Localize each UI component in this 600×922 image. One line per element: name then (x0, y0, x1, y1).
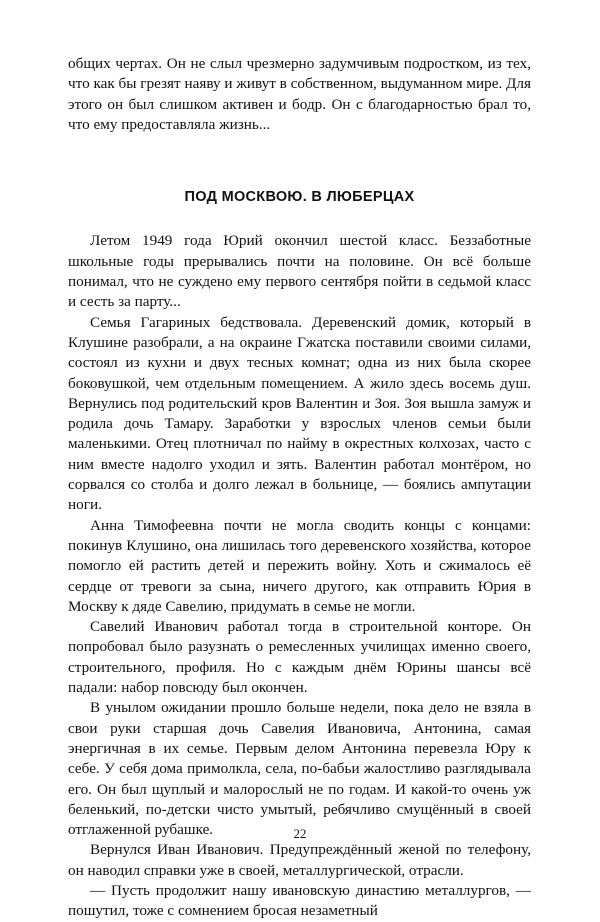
paragraph-4: Савелий Иванович работал тогда в строительной конторе. Он попробовал было разузнать о ремесленных училищах именно своего, строительного, профиля. Но с каждым днём Юрины шансы всё падали: набор повсюду был окончен. (68, 618, 531, 697)
book-page (68, 54, 531, 922)
section-title: ПОД МОСКВОЮ. В ЛЮБЕРЦАХ (184, 189, 415, 206)
page-number: 22 (293, 826, 307, 841)
paragraph-6: Вернулся Иван Иванович. Предупреждённый женой по телефону, он наводил справки уже в своей, металлургической, отрасли. (68, 841, 531, 879)
paragraph-7: — Пусть продолжит нашу ивановскую династию металлургов, — пошутил, тоже с сомнением бросая незаметный (68, 881, 531, 920)
paragraph-2: Семья Гагариных бедствовала. Деревенский домик, который в Клушине разобрали, а на окраине Гжатска поставили своими силами, состоял из кухни и двух тесных комнат; одна из них была скорее боковушкой, чем отдельным помещением. А жило здесь восемь душ. Вернулись под родительский кров Валентин и Зоя. Зоя вышла замуж и родила дочь Тамару. Заработки у взрослых членов семьи были маленькими. Отец плотничал по найму в окрестных колхозах, часто с ним вместе надолго уходил и зять. Валентин работал монтёром, но сорвался со столба и долго лежал в больнице, — боялись ампутации ноги. (68, 313, 531, 514)
paragraph-1: Летом 1949 года Юрий окончил шестой класс. Беззаботные школьные годы прерывались почти на половине. Он всё больше понимал, что не суждено ему первого сентября пойти в седьмой класс и сесть за парту... (68, 232, 531, 311)
intro-paragraph: общих чертах. Он не слыл чрезмерно задумчивым подростком, из тех, что как бы грезят наяву и живут в собственном, выдуманном мире. Для этого он был слишком активен и бодр. Он с благодарностью брал то, что ему предоставляла жизнь... (68, 55, 531, 133)
paragraph-3: Анна Тимофеевна почти не могла сводить концы с концами: покинув Клушино, она лишилась того деревенского хозяйства, которое помогло ей растить детей и пережить войну. Хоть и сжималось её сердце от тревоги за сына, ничего другого, как отправить Юрия в Москву к дяде Савелию, придумать в семье не могли. (68, 516, 531, 615)
paragraph-5: В унылом ожидании прошло больше недели, пока дело не взяла в свои руки старшая дочь Савелия Ивановича, Антонина, самая энергичная в их семье. Первым делом Антонина перевезла Юру к себе. У себя дома примолкла, села, по-бабьи жалостливо разглядывала его. Он был щуплый и малорослый не по годам. И какой-то очень уж беленький, по-детски чисто умытый, ребячливо смущённый в своей отглаженной рубашке. (68, 699, 531, 839)
